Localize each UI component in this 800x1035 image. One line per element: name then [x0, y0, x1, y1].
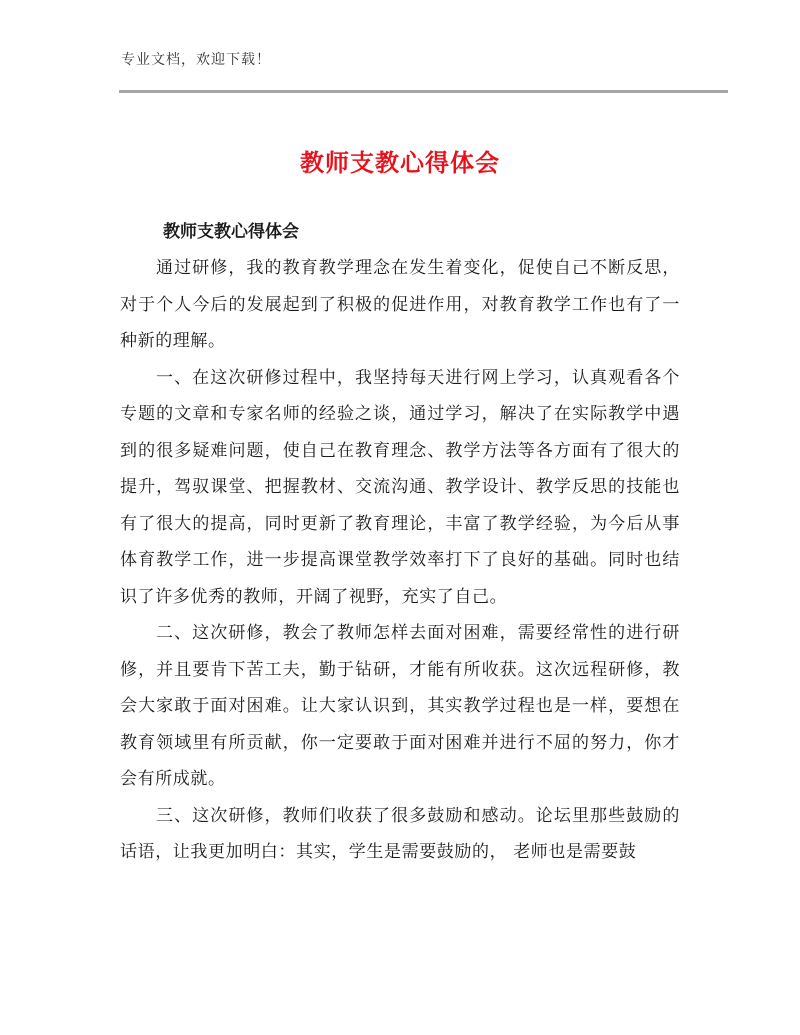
document-subtitle: 教师支教心得体会	[163, 222, 299, 242]
paragraph-point-two: 二、这次研修，教会了教师怎样去面对困难，需要经常性的进行研修，并且要肯下苦工夫，勤于钻研，才能有所收获。这次远程研修，教会大家敢于面对困难。让大家认识到，其实教学过程也是一样，要想在教育领域里有所贡献，你一定要敢于面对困难并进行不屈的努力，你才会有所成就。	[120, 623, 680, 789]
page-header-text: 专业文档，欢迎下载！	[121, 52, 271, 68]
document-title: 教师支教心得体会	[300, 149, 500, 177]
paragraph-point-one: 一、在这次研修过程中，我坚持每天进行网上学习，认真观看各个专题的文章和专家名师的经验之谈，通过学习，解决了在实际教学中遇到的很多疑难问题，使自己在教育理念、教学方法等各方面有了很大的提升，驾驭课堂、把握教材、交流沟通、教学设计、教学反思的技能也有了很大的提高，同时更新了教育理论，丰富了教学经验，为今后从事体育教学工作，进一步提高课堂教学效率打下了良好的基础。同时也结识了许多优秀的教师，开阔了视野，充实了自己。	[120, 367, 680, 607]
header-divider	[119, 90, 728, 93]
paragraph-point-three: 三、这次研修，教师们收获了很多鼓励和感动。论坛里那些鼓励的话语，让我更加明白：其实，学生是需要鼓励的， 老师也是需要鼓	[120, 805, 680, 862]
document-body	[120, 214, 680, 871]
paragraph-intro: 通过研修，我的教育教学理念在发生着变化，促使自己不断反思，对于个人今后的发展起到了积极的促进作用，对教育教学工作也有了一种新的理解。	[120, 258, 680, 351]
